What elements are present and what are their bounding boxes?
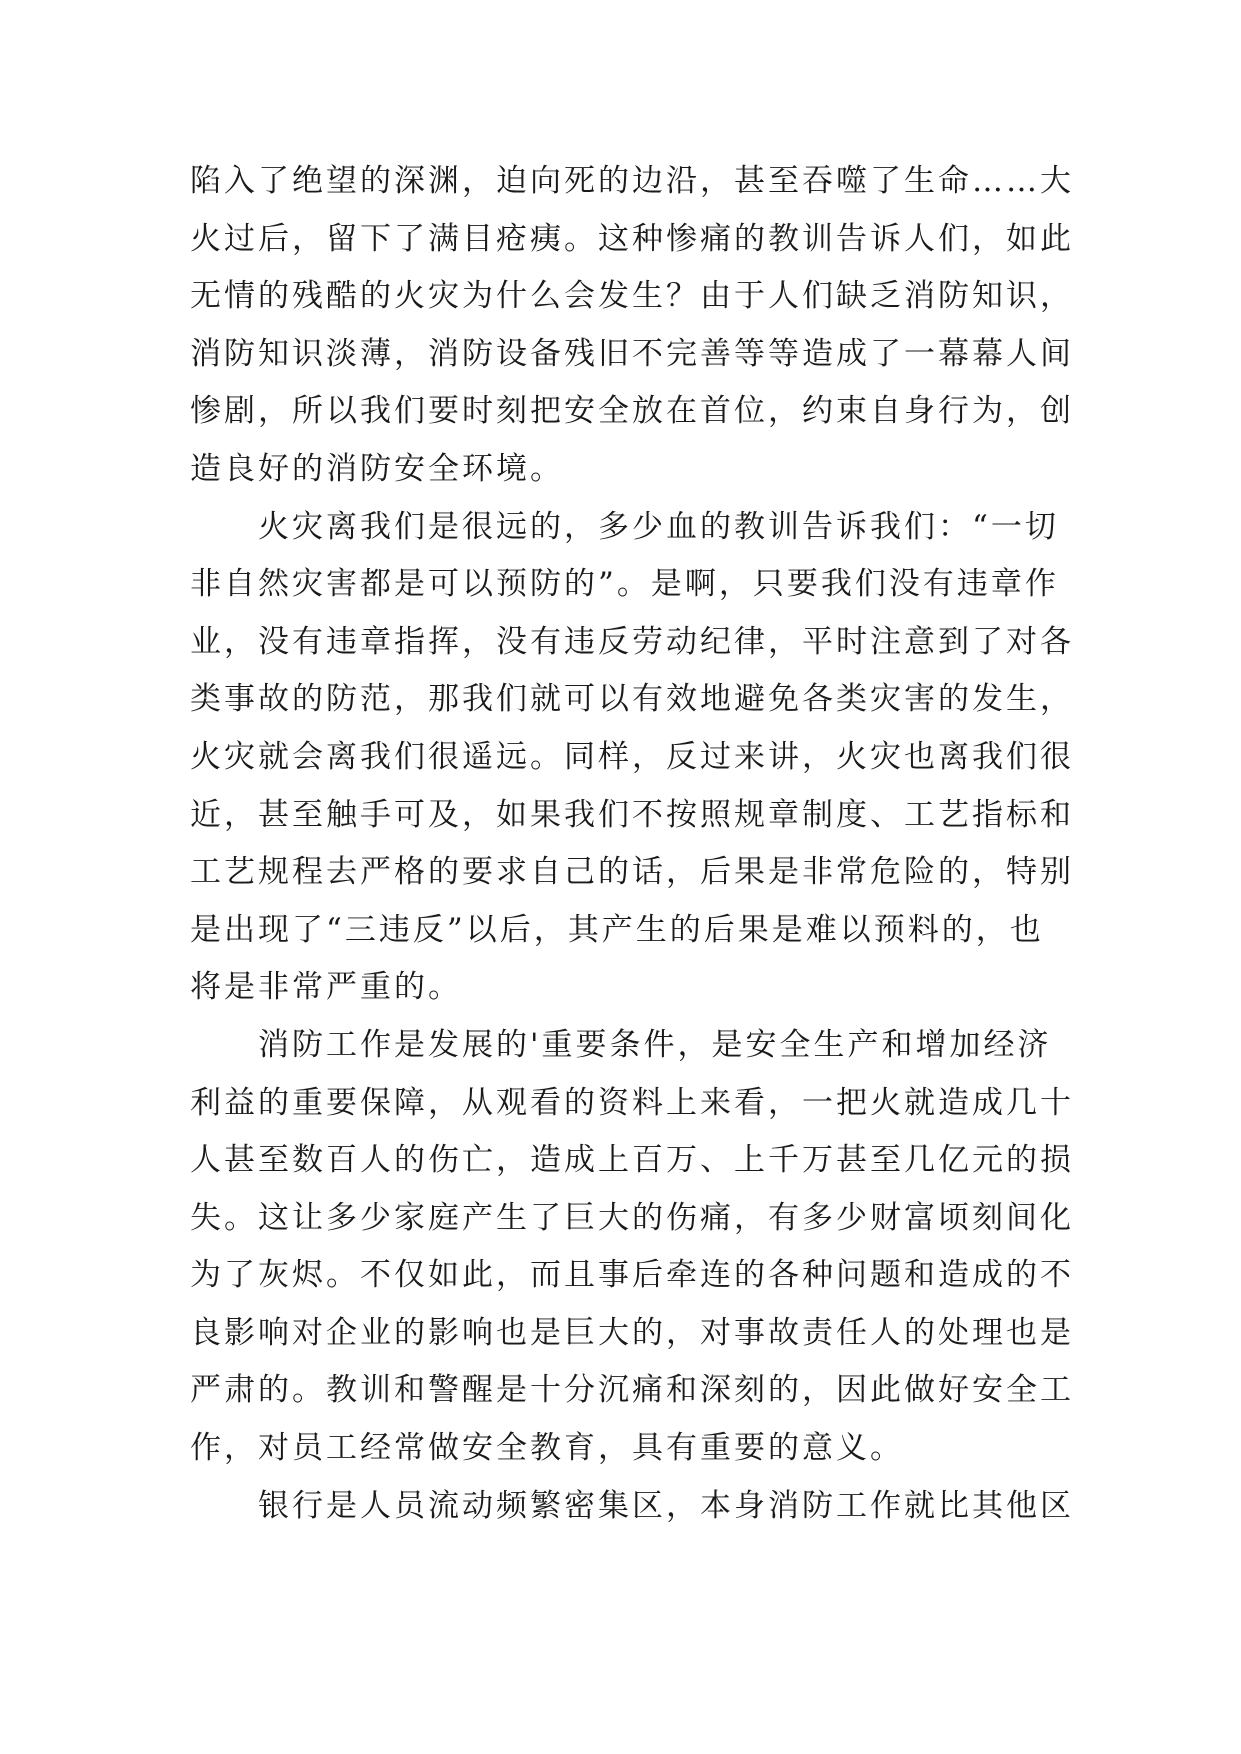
paragraph (190, 1017, 1074, 1478)
text-line: 火灾离我们是很远的，多少血的教训告诉我们：“一切 (258, 508, 1059, 545)
text-line: 无情的残酷的火灾为什么会发生？由于人们缺乏消防知识， (190, 278, 1074, 315)
paragraph (190, 499, 1074, 1017)
text-line: 非自然灾害都是可以预防的”。是啊，只要我们没有违章作 (190, 566, 1059, 603)
text-line: 类事故的防范，那我们就可以有效地避免各类灾害的发生， (190, 681, 1074, 718)
text-line: 工艺规程去严格的要求自己的话，后果是非常危险的，特别 (190, 854, 1074, 891)
text-line: 火灾就会离我们很遥远。同样，反过来讲，火灾也离我们很 (190, 738, 1074, 775)
text-line: 为了灰烬。不仅如此，而且事后牵连的各种问题和造成的不 (190, 1257, 1074, 1294)
paragraph (190, 1478, 1074, 1536)
text-line: 作，对员工经常做安全教育，具有重要的意义。 (190, 1430, 904, 1467)
text-line: 消防工作是发展的'重要条件，是安全生产和增加经济 (258, 1026, 1052, 1063)
text-line: 是出现了“三违反”以后，其产生的后果是难以预料的，也 (190, 911, 1044, 948)
text-line: 火过后，留下了满目疮痍。这种惨痛的教训告诉人们，如此 (190, 220, 1074, 257)
text-line: 造良好的消防安全环境。 (190, 450, 564, 487)
body-text (190, 153, 1074, 1535)
text-line: 银行是人员流动频繁密集区，本身消防工作就比其他区 (258, 1487, 1074, 1524)
text-line: 业，没有违章指挥，没有违反劳动纪律，平时注意到了对各 (190, 623, 1074, 660)
text-line: 利益的重要保障，从观看的资料上来看，一把火就造成几十 (190, 1084, 1074, 1121)
text-line: 人甚至数百人的伤亡，造成上百万、上千万甚至几亿元的损 (190, 1142, 1074, 1179)
text-line: 将是非常严重的。 (190, 969, 462, 1006)
text-line: 陷入了绝望的深渊，迫向死的边沿，甚至吞噬了生命……大 (190, 163, 1074, 199)
text-line: 近，甚至触手可及，如果我们不按照规章制度、工艺指标和 (190, 796, 1074, 833)
text-line: 消防知识淡薄，消防设备残旧不完善等等造成了一幕幕人间 (190, 335, 1074, 372)
paragraph (190, 153, 1074, 499)
text-line: 惨剧，所以我们要时刻把安全放在首位，约束自身行为，创 (190, 393, 1074, 430)
text-line: 严肃的。教训和警醒是十分沉痛和深刻的，因此做好安全工 (190, 1372, 1074, 1409)
text-line: 良影响对企业的影响也是巨大的，对事故责任人的处理也是 (190, 1314, 1074, 1351)
text-line: 失。这让多少家庭产生了巨大的伤痛，有多少财富顷刻间化 (190, 1199, 1074, 1236)
